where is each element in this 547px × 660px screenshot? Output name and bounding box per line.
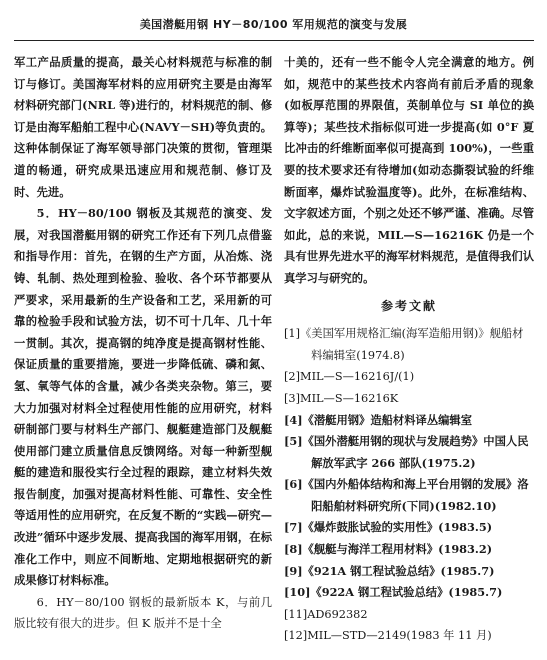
paragraph-point-6: 6．HY－80/100 钢板的最新版本 K，与前几版比较有很大的进步。但 K 版并不是十全 — [14, 595, 272, 631]
reference-item: [3]MIL—S—16216K — [284, 391, 399, 405]
header-rule — [14, 40, 534, 41]
left-column — [14, 52, 272, 635]
paragraph-quality-standards: 军工产品质量的提高，最关心材料规范与标准的制订与修订。美国海军材料的应用研究主要是由海军材料研究部门(NRL 等)进行的，材料规范的制、修订是由海军船舶工程中心(NAVY－SH)等负责的。这种体制保证了海军领导部门决策的贯彻，管理渠道的畅通，研究成果迅速应用和规范制、修订及时、先进。 — [14, 55, 272, 199]
reference-item: [10]《922A 钢工程试验总结》(1985.7) — [284, 585, 503, 600]
running-head: 美国潜艇用钢 HY－80/100 军用规范的演变与发展 — [139, 18, 408, 31]
reference-item: [1]《美国军用规格汇编(海军造船用钢)》舰船材料编辑室(1974.8) — [284, 327, 524, 362]
reference-item: [12]MIL—STD—2149(1983 年 11 月) — [284, 629, 492, 643]
right-column — [284, 52, 534, 647]
reference-item: [9]《921A 钢工程试验总结》(1985.7) — [284, 563, 495, 578]
reference-item: [7]《爆炸鼓胀试验的实用性》(1983.5) — [284, 520, 493, 535]
paragraph-point-5: 5．HY－80/100 钢板及其规范的演变、发展，对我国潜艇用钢的研究工作还有下列几点借鉴和指导作用：首先，在钢的生产方面，从冶炼、浇铸、轧制、热处理到检验、验收、各个环节都要从严要求，采用最新的生产设备和工艺，采用新的可靠的检验手段和试验方法，切不可十几年、几十年一贯制。其次，提高钢的纯净度是提高钢材性能、保证质量的重要措施，要进一步降低硫、磷和氮、氢、氧等气体的含量，减少各类夹杂物。第三，要大力加强对材料全过程使用性能的应用研究，材料研制部门要与材料生产部门、舰艇建造部门及舰艇使用部门建立质量信息反馈网络。对每一种新型舰艇的建造和服役实行全过程的跟踪，建立材料失效报告制度，加强对提高材料性能、可靠性、安全性等适用性的应用研究，在反复不断的“实践—研究—改进”循环中逐步发展、提高我国的海军用钢，在标准化工作中，则应不间断地、定期地根据研究的新成果修订材料标准。 — [14, 206, 272, 588]
reference-item: [11]AD692382 — [284, 607, 368, 621]
reference-item: [5]《国外潜艇用钢的现状与发展趋势》中国人民解放军武字 266 部队(1975.2) — [284, 434, 529, 470]
reference-item: [4]《潜艇用钢》造船材料译丛编辑室 — [284, 412, 473, 427]
reference-item: [6]《国内外船体结构和海上平台用钢的发展》洛阳船舶材料研究所(下同)(1982.10) — [284, 477, 529, 513]
reference-item: [8]《舰艇与海洋工程用材料》(1983.2) — [284, 542, 493, 557]
references-heading: 参考文献 — [380, 298, 437, 313]
paragraph-k-edition-assessment: 十美的，还有一些不能令人完全满意的地方。例如，规范中的某些技术内容尚有前后矛盾的现象(如板厚范围的界限值，英制单位与 SI 单位的换算等)；某些技术指标似可进一步提高(如 0°F 夏比冲击的纤维断面率似可提高到 100%)，一些重要的技术要求还有待增加(如动态撕裂试验的纤维断面率，爆炸试验温度等)。此外，在标准结构、文字叙述方面，个别之处还不够严谨、准确。尽管如此，总的来说，MIL—S—16216K 仍是一个具有世界先进水平的海军材料规范，是值得我们认真学习与研究的。 — [284, 55, 534, 285]
references-list — [284, 323, 534, 647]
reference-item: [2]MIL—S—16216J/(1) — [284, 370, 415, 384]
